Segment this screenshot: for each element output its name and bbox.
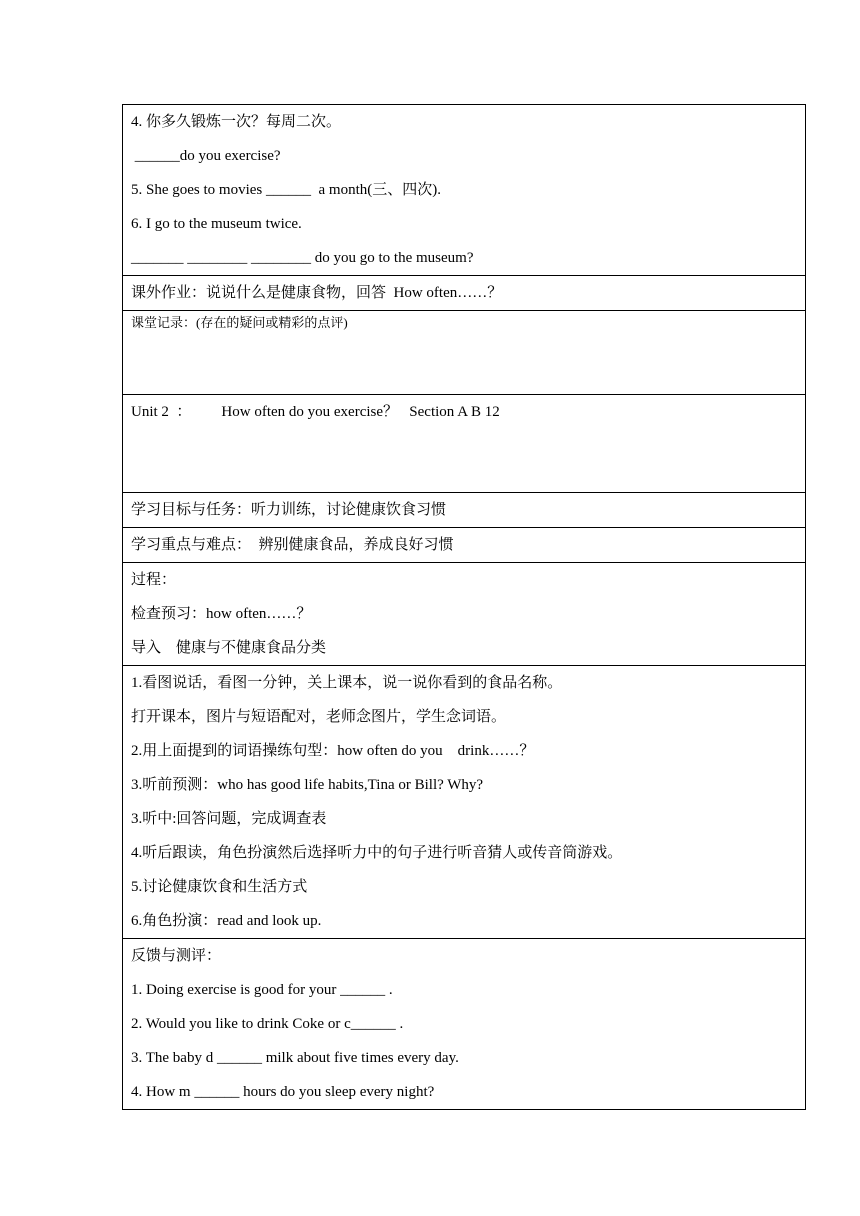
lesson-plan-table [122, 104, 806, 1110]
question-4-chinese: 4. 你多久锻炼一次？每周二次。 [131, 114, 342, 130]
feedback-heading: 反馈与测评： [131, 948, 222, 964]
activities-cell [123, 665, 805, 938]
activity-4: 4.听后跟读，角色扮演然后选择听力中的句子进行听音猜人或传音筒游戏。 [131, 845, 623, 861]
question-4-blank: ______do you exercise? [131, 148, 281, 164]
activity-1-continued: 打开课本，图片与短语配对，老师念图片，学生念词语。 [131, 709, 507, 725]
question-6: 6. I go to the museum twice. [131, 216, 302, 232]
feedback-question-2: 2. Would you like to drink Coke or c______ . [131, 1016, 404, 1032]
process-heading: 过程： [131, 572, 177, 588]
activity-6: 6.角色扮演：read and look up. [131, 913, 322, 929]
process-lead-in: 导入 健康与不健康食品分类 [131, 640, 327, 656]
class-notes-label: 课堂记录：(存在的疑问或精彩的点评) [131, 315, 348, 330]
activity-1: 1.看图说话，看图一分钟，关上课本，说一说你看到的食品名称。 [131, 675, 563, 691]
class-notes-cell [123, 310, 805, 394]
activity-3-listening: 3.听中:回答问题，完成调查表 [131, 811, 327, 827]
exercise-questions-cell [123, 105, 805, 275]
activity-2: 2.用上面提到的词语操练句型：how often do you drink……？ [131, 743, 535, 759]
feedback-question-3: 3. The baby d ______ milk about five times every day. [131, 1050, 459, 1066]
feedback-question-4: 4. How m ______ hours do you sleep every night? [131, 1084, 435, 1100]
unit-title: Unit 2 ： How often do you exercise？ Section A B 12 [131, 404, 500, 420]
key-points-text: 学习重点与难点： 辨别健康食品，养成良好习惯 [131, 537, 454, 553]
feedback-question-1: 1. Doing exercise is good for your ______ . [131, 982, 393, 998]
process-preview-check: 检查预习：how often……？ [131, 606, 312, 622]
activity-3-prediction: 3.听前预测：who has good life habits,Tina or Bill? Why? [131, 777, 484, 793]
activity-5: 5.讨论健康饮食和生活方式 [131, 879, 308, 895]
process-cell [123, 562, 805, 665]
unit-title-cell [123, 394, 805, 492]
question-6-blank: _______ ________ ________ do you go to the museum? [131, 250, 474, 266]
key-points-cell [123, 527, 805, 562]
homework-text: 课外作业：说说什么是健康食物，回答 How often……？ [131, 285, 503, 301]
learning-goals-text: 学习目标与任务：听力训练，讨论健康饮食习惯 [131, 502, 447, 518]
question-5: 5. She goes to movies ______ a month(三、四次). [131, 182, 441, 198]
homework-cell [123, 275, 805, 310]
feedback-cell [123, 938, 805, 1109]
learning-goals-cell [123, 492, 805, 527]
